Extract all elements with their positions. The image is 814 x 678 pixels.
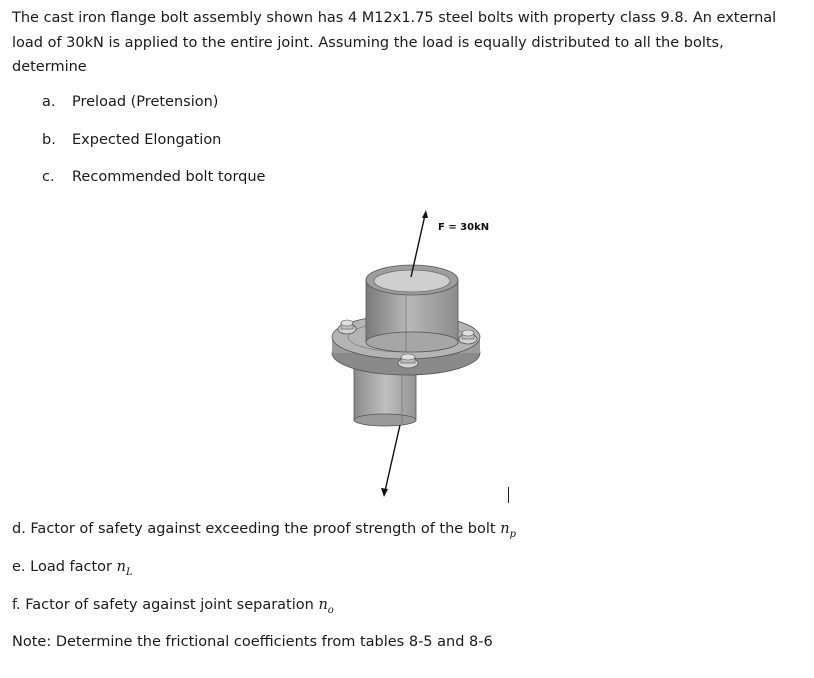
- note: Note: Determine the frictional coefficients from tables 8-5 and 8-6: [12, 634, 493, 650]
- question-text: d. Factor of safety against exceeding the proof strength of the bolt: [12, 521, 501, 537]
- text-cursor: [508, 487, 509, 503]
- question-d: [12, 521, 516, 540]
- list-marker: b.: [42, 132, 56, 148]
- force-label: F = 30kN: [438, 222, 490, 233]
- variable: n: [500, 521, 510, 537]
- variable: n: [116, 559, 126, 575]
- question-f: [12, 597, 334, 616]
- variable-subscript: p: [509, 529, 516, 540]
- list-item-text: Expected Elongation: [72, 132, 222, 148]
- question-e: [12, 559, 133, 578]
- bolt-front: [398, 354, 418, 368]
- question-text: e. Load factor: [12, 559, 117, 575]
- list-item-text: Recommended bolt torque: [72, 169, 266, 185]
- force-arrow-down: [381, 425, 400, 497]
- list-marker: c.: [42, 169, 55, 185]
- flange-assembly-figure: [320, 205, 500, 505]
- variable-subscript: L: [125, 567, 133, 578]
- variable: n: [318, 597, 328, 613]
- upper-pipe: [366, 265, 458, 352]
- problem-statement: The cast iron flange bolt assembly shown has 4 M12x1.75 steel bolts with property class 9.8. An external load of 30kN is applied to the entire joint. Assuming the load is equally distributed to all the bolts, determine: [12, 10, 777, 75]
- list-item-text: Preload (Pretension): [72, 94, 219, 110]
- list-marker: a.: [42, 94, 56, 110]
- question-text: f. Factor of safety against joint separation: [12, 597, 319, 613]
- variable-subscript: o: [327, 605, 334, 616]
